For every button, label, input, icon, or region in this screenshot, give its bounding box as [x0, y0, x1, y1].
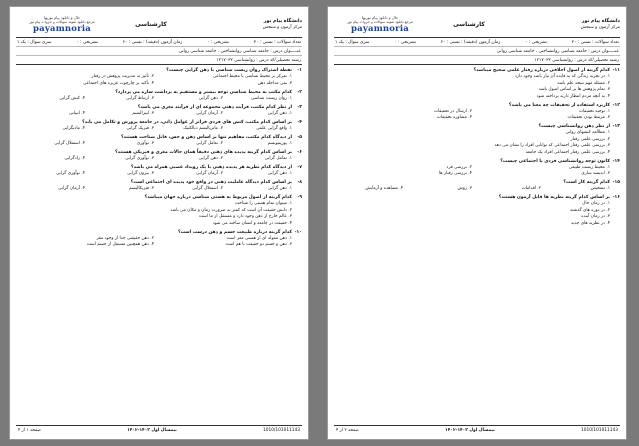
question-item [16, 180, 302, 193]
logo-tagline: حال و دانلود پیام نوریها [43, 15, 81, 20]
question-item [16, 68, 302, 87]
answer-option: ۲. اقدامات [521, 186, 541, 192]
university-name: دانشگاه پیام نور [263, 19, 302, 25]
question-number: ۱۱- [612, 68, 620, 73]
answer-option: ۳. تمام پژوهش ها بر اساس اصول باشد [538, 87, 610, 92]
answer-option: ۴. مشاوره تحقیقات [436, 115, 472, 121]
question-body: کدام گزینه از اصول اخلاقی درباره رفتار علمی صحیح میباشد؟ [473, 68, 610, 73]
question-body: بر اساس کدام گزینه پدیده های ذهنی دقیقاً همان حالات مغزی و فیزیکی هستند؟ [114, 149, 292, 155]
answer-option: ۱. تشخیص [590, 186, 610, 192]
question-series: سری سوال : یک ۱ [335, 39, 370, 45]
question-number: ۴- [297, 119, 302, 125]
option-list [16, 96, 302, 103]
answer-option: ۱. محیط زیست طبیعی [568, 164, 610, 170]
option-list [16, 171, 302, 178]
question-number: ۶- [297, 149, 302, 155]
answer-option: ۲. ذهن حقیقتی جدا از وجود مغز [96, 235, 154, 241]
answer-option: ۲. ارسال در تحقیقات [433, 108, 472, 114]
answer-option: ۳. لیبرالیسم [132, 110, 154, 116]
answer-option: ۱. تمامل گرایی [264, 155, 292, 161]
answer-option: ۳. نفی مداخله ذهن [257, 80, 292, 86]
question-item [334, 124, 620, 156]
answer-option: ۲. در دوره های گذشته [570, 207, 610, 213]
term-label: نیمسال اول ۱۴۰۳-۱۴۰۲ [445, 427, 495, 433]
question-body: از دیدگاه کدام نظریه هر پدیده ذهنی با یک رویداد عصبی همراه می باشد؟ [131, 165, 292, 171]
question-body: کدام مکتب به محیط شناسی توجه بیشتر و مستقیم به برداشت سازه می پردازد؟ [115, 89, 292, 95]
test-count: تعداد سوالات : تستی : ۳۰ [253, 39, 301, 45]
answer-option: ۲. آرمان گرایی [196, 110, 223, 116]
answer-option: ۲. مسئله مهم نتیجه علم باشد [557, 80, 610, 86]
answer-option: ۴. ذهن همچنین مستقل از جسم است [86, 242, 154, 248]
logo-tagline: حال و دانلود پیام نوریها [361, 15, 399, 20]
site-logo [16, 14, 108, 36]
option-list [334, 109, 620, 122]
answer-option: ۴. حقیقت در جامعه و انسان ساخته می شود [212, 220, 292, 226]
essay-time: تشریحی : ۰ [394, 39, 417, 45]
exam-page-1 [9, 6, 309, 440]
page-header [334, 12, 620, 38]
question-body: نقطه اشتراک روان زیست شناسی با ذهن گرایی چیست؟ [166, 68, 292, 73]
course-title: عنـــــوان درس : جامعه شناسی روانشناختی ، جامعه شناسی روانی [178, 48, 301, 54]
logo-brand: payamnoria [351, 24, 409, 34]
question-item [16, 135, 302, 148]
answer-option: ۳. اندیشه سازی [581, 171, 610, 177]
exam-center: مرکز آزمون و سنجش [262, 24, 302, 30]
question-number: ۱۵- [612, 180, 620, 186]
field-code: رشته تحصیلی/کد درس : روانشناسی ۱۲۱۷۰۳۲ [216, 57, 301, 63]
question-item [334, 103, 620, 122]
answer-option: ۱. مطالعه کنشهای روانی [565, 130, 610, 136]
option-list [334, 201, 620, 227]
option-list [16, 74, 302, 87]
question-item [16, 120, 302, 133]
answer-option: ۲. تعامل گرایی [196, 140, 223, 146]
exam-code: 1010/101011143 [581, 427, 618, 433]
exam-code: 1010/101011143 [263, 427, 300, 433]
question-item [334, 180, 620, 193]
option-list [16, 186, 302, 193]
answer-option: ۳. مرتبط بودن تحقیقات [567, 115, 610, 121]
essay-time: تشریحی : ۰ [76, 39, 99, 45]
question-number: ۷- [297, 165, 302, 171]
question-item [16, 105, 302, 118]
option-list [334, 74, 620, 100]
answer-option: ۴. استقلال گرایی [54, 140, 85, 146]
answer-option: ۲. تأثیر به مدیریت پژوهش در رفتار [91, 74, 154, 79]
page-number: صفحه ۲ از ۴ [336, 427, 359, 433]
question-number: ۱- [297, 68, 302, 73]
answer-option: ۳. در زمان آینده [581, 214, 610, 220]
answer-option: ۴. انبیاتی [68, 110, 85, 116]
answer-option: ۱. واقع گرایی علمی [256, 125, 292, 131]
university-name: دانشگاه پیام نور [581, 19, 620, 25]
university-block [194, 19, 302, 29]
question-item [16, 230, 302, 249]
answer-option: ۴. تأکید بر چارچوب غریزه های اجتماعی [83, 80, 154, 86]
question-number: ۹- [297, 195, 302, 201]
answer-option: ۲. ذهن گرایی [198, 155, 223, 161]
question-body: کاربرد استفاده از تحقیقات چه معنا می باشد؟ [508, 102, 610, 108]
answer-option: ۲. آرمان گرایی [196, 171, 223, 177]
answer-option: ۱. ذهن گرایی [267, 171, 292, 177]
question-series: سری سوال : یک ۱ [17, 39, 52, 45]
answer-option: ۱. در تجربه زندگی که به فایده آن نیاز باشد وجود دارد [514, 74, 610, 79]
option-list [16, 111, 302, 118]
answer-option: ۳. بررسی علمی رفتار اجتماعی که توانایی افراد را نشان می دهد [494, 143, 610, 149]
question-list [16, 68, 302, 249]
answer-option: ۳. بیرون گرایی [127, 171, 154, 177]
field-code: رشته تحصیلی/کد درس : روانشناسی ۱۲۱۷۰۳۲ [534, 57, 619, 63]
question-item [334, 68, 620, 100]
page-footer [334, 425, 620, 434]
option-list [16, 156, 302, 163]
option-list [334, 186, 620, 193]
page-header [16, 12, 302, 38]
answer-option: ۱. ذهن گرایی [267, 186, 292, 192]
question-body: کانون توجه روانشناسی فردی با اجتماعی چیست؟ [500, 158, 610, 164]
answer-option: ۴. نوآوری گرایی [56, 171, 85, 177]
answer-option: ۴. مادیگرایی [62, 125, 85, 131]
question-body: از دیدگاه کدام مکتب، مفاهیم تنها بر اساس ذهن و حس، قابل شناخت هستند؟ [120, 134, 292, 140]
answer-option: ۴. کنش گرایی [59, 95, 85, 101]
exam-type: کارشناسی [135, 21, 167, 28]
question-body: کدام گزینه از اصول مربوط به هستی شناسی درباره جهان میباشد؟ [144, 195, 292, 201]
answer-option: ۱. در زمان حال [582, 201, 610, 207]
question-number: ۱۶- [612, 195, 620, 201]
answer-option: ۲. بررسی علمی رفتار [570, 136, 610, 142]
answer-option: ۴. بررسی علمی رفتار اجتماعی افراد یک جامعه [525, 149, 610, 155]
exam-meta [16, 38, 302, 65]
answer-option: ۳. عالم خارج از ذهن وجود دارد و مستقل از ما است [198, 214, 292, 220]
question-body: از نظر ذهن روانشناسی چیست؟ [538, 124, 610, 130]
option-list [16, 201, 302, 227]
question-item [334, 195, 620, 227]
exam-type: کارشناسی [453, 21, 485, 28]
answer-option: ۲. ماتریالیسم دیالکتیک [183, 125, 223, 131]
answer-option: ۱. ذهن گرایی [267, 110, 292, 116]
question-body: بر اساس کدام گزینه نظریه ها قابل آزمون هستند؟ [498, 195, 610, 201]
answer-option: ۳. نوآوری گرایی [125, 155, 154, 161]
question-number: ۸- [297, 180, 302, 186]
page-number: صفحه ۱ از ۴ [18, 427, 41, 433]
answer-option: ۱. توجیه تحقیقات [578, 108, 610, 114]
question-number: ۱۳- [612, 124, 620, 130]
question-list [334, 68, 620, 227]
option-list [16, 141, 302, 148]
answer-option: ۱. پوزیتیویسم [267, 140, 292, 146]
answer-option: ۱. روان زیست شناسی [251, 95, 292, 101]
exam-time: زمان آزمون (دقیقه) : تستی : ۶۰ [440, 39, 501, 45]
exam-page-2 [327, 6, 627, 440]
question-number: ۱۰- [294, 229, 302, 235]
answer-option: ۱. تمرکز بر محیط شناسی یا محیط اجتماعی [212, 74, 292, 79]
answer-option: ۲. ذهن گرایی [198, 95, 223, 101]
question-item [16, 195, 302, 227]
option-list [334, 130, 620, 156]
answer-option: ۱. ذهن مقوله ای از هستی مغز است [226, 235, 292, 241]
question-body: کدام گزینه کار است؟ [563, 180, 610, 186]
answer-option: ۲. استقلال گرایی [192, 186, 223, 192]
question-item [334, 159, 620, 178]
logo-brand: payamnoria [33, 24, 91, 34]
answer-option: ۲. بررسی فرد [446, 164, 472, 170]
answer-option: ۴. آرمان گرایی [58, 186, 85, 192]
question-item [16, 90, 302, 103]
question-item [16, 150, 302, 163]
essay-count: تشریحی : ۰ [207, 39, 229, 45]
answer-option: ۳. ذهن و جسم دو حقیقت با هم است [225, 242, 292, 248]
question-body: بر اساس کدام مکتب، کنش های فردی فراتر از عوامل ذاتی، در جامعه پرورش و تکامل می یابد؟ [82, 119, 292, 125]
answer-option: ۲. دانش حقیقت آن است که کمتر به ضرورت زمان و مکان می باشد [170, 207, 292, 213]
site-logo [334, 14, 426, 36]
answer-option: ۴. بررسی رفتار ها [439, 171, 472, 177]
course-title: عنـــــوان درس : جامعه شناسی روانشناختی ، جامعه شناسی روانی [496, 48, 619, 54]
term-label: نیمسال اول ۱۴۰۳-۱۴۰۲ [127, 427, 177, 433]
answer-option: ۳. ارتباط گرایی [126, 95, 154, 101]
test-count: تعداد سوالات : تستی : ۳۰ [571, 39, 619, 45]
question-body: از نظر کدام مکتب، فرآیند ذهنی مجموعه ای از فرآیند مغزی می باشد؟ [137, 104, 292, 110]
essay-count: تشریحی : ۰ [525, 39, 547, 45]
question-number: ۲- [297, 89, 302, 95]
university-block [512, 19, 620, 29]
question-item [16, 165, 302, 178]
question-number: ۱۴- [612, 158, 620, 164]
answer-option: ۴. مشاهده و آزمایش [365, 186, 403, 192]
answer-option: ۳. روش [457, 186, 472, 192]
question-body: کدام گزینه درباره طبیعت جسم و ذهن درست است؟ [177, 229, 292, 235]
answer-option: ۳. فیزیکالیسم [129, 186, 154, 192]
page-footer [16, 425, 302, 434]
logo-subtitle: مرجع دانلود نمونه سوالات و جزوات پیام نور [29, 20, 95, 24]
option-list [16, 126, 302, 133]
option-list [334, 165, 620, 178]
exam-center: مرکز آزمون و سنجش [580, 24, 620, 30]
answer-option: ۴. در نظریه های جدید [570, 220, 610, 226]
answer-option: ۴. به آنچه مردم انتظار دارند پرداخته شود [536, 93, 610, 99]
question-body: بر اساس کدام دیدگاه عاملیت ذهنی در واقع خود پدیده ای اجتماعی است؟ [130, 180, 292, 186]
question-number: ۳- [297, 104, 302, 110]
question-number: ۱۲- [612, 102, 620, 108]
answer-option: ۴. زادگرایی [64, 155, 85, 161]
exam-time: زمان آزمون (دقیقه) : تستی : ۶۰ [122, 39, 183, 45]
exam-meta [334, 38, 620, 65]
option-list [16, 236, 302, 249]
answer-option: ۱. میتوان تمام هستی را شناخت [235, 201, 292, 207]
logo-subtitle: مرجع دانلود نمونه سوالات و جزوات پیام نور [347, 20, 413, 24]
question-number: ۵- [297, 134, 302, 140]
answer-option: ۳. فیزیک گرایی [126, 125, 154, 131]
answer-option: ۳. نوآوری [136, 140, 154, 146]
